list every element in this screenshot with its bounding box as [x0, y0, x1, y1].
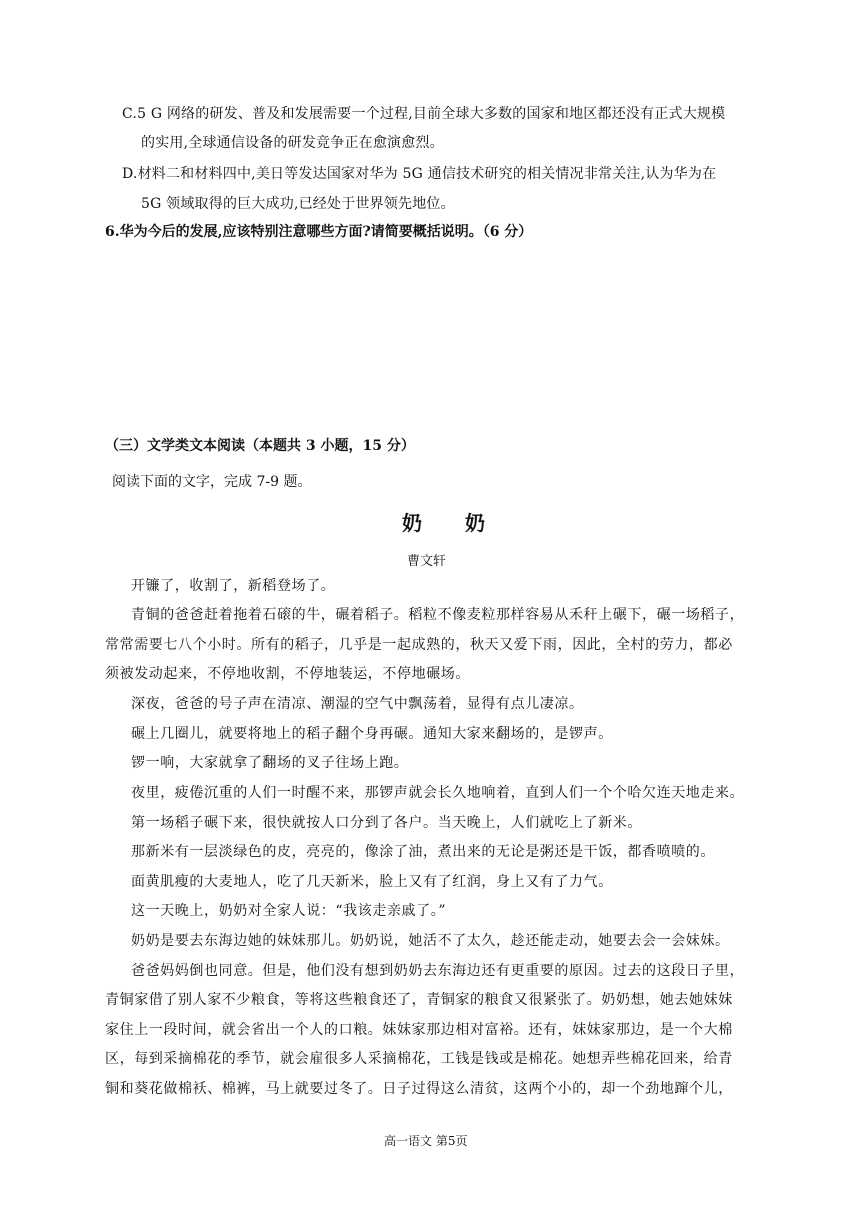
option-d-line1: D.材料二和材料四中,美日等发达国家对华为 5G 通信技术研究的相关情况非常关注,认为华为在 — [122, 166, 717, 182]
story-line: 常常需要七八个小时。所有的稻子，几乎是一起成熟的，秋天又爱下雨，因此，全村的劳力，都必 — [105, 637, 733, 653]
story-line: 第一场稻子碾下来，很快就按人口分到了各户。当天晚上，人们就吃上了新米。 — [131, 815, 642, 831]
story-line: 青铜家借了别人家不少粮食，等将这些粮食还了，青铜家的粮食又很紧张了。奶奶想，她去她妹妹 — [105, 992, 733, 1008]
story-line: 那新米有一层淡绿色的皮，亮亮的，像涂了油，煮出来的无论是粥还是干饭，都香喷喷的。 — [131, 844, 715, 860]
story-line: 青铜的爸爸赶着拖着石磙的牛，碾着稻子。稻粒不像麦粒那样容易从禾秆上碾下，碾一场稻子， — [131, 607, 745, 623]
section-3-instruction: 阅读下面的文字，完成 7-9 题。 — [112, 474, 312, 490]
option-d-line2: 5G 领域取得的巨大成功,已经处于世界领先地位。 — [141, 196, 455, 212]
story-line: 锣一响，大家就拿了翻场的叉子往场上跑。 — [131, 755, 409, 771]
story-line: 面黄肌瘦的大麦地人，吃了几天新米，脸上又有了红润，身上又有了力气。 — [131, 874, 613, 890]
page-footer: 高一语文 第5页 — [384, 1134, 468, 1148]
story-line: 碾上几圈儿，就要将地上的稻子翻个身再碾。通知大家来翻场的，是锣声。 — [131, 726, 613, 742]
story-line: 夜里，疲倦沉重的人们一时醒不来，那锣声就会长久地响着，直到人们一个个哈欠连天地走来。 — [131, 785, 745, 801]
section-3-heading: （三）文学类文本阅读（本题共 3 小题，15 分） — [105, 438, 415, 454]
option-c-line1: C.5 G 网络的研发、普及和发展需要一个过程,目前全球大多数的国家和地区都还没有正式大规模 — [122, 106, 726, 122]
story-line: 家住上一段时间，就会省出一个人的口粮。妹妹家那边相对富裕。还有，妹妹家那边，是一个大棉 — [105, 1022, 733, 1038]
story-line: 深夜，爸爸的号子声在清凉、潮湿的空气中飘荡着，显得有点儿凄凉。 — [131, 696, 584, 712]
story-author: 曹文轩 — [407, 554, 447, 569]
question-6: 6.华为今后的发展,应该特别注意哪些方面?请简要概括说明。（6 分） — [105, 224, 533, 240]
option-c-line2: 的实用,全球通信设备的研发竞争正在愈演愈烈。 — [141, 135, 444, 151]
story-line: 须被发动起来，不停地收割，不停地装运，不停地碾场。 — [105, 666, 470, 682]
story-line: 铜和葵花做棉袄、棉裤，马上就要过冬了。日子过得这么清贫，这两个小的，却一个劲地蹿个儿， — [105, 1081, 733, 1097]
story-line: 奶奶是要去东海边她的妹妹那儿。奶奶说，她活不了太久，趁还能走动，她要去会一会妹妹。 — [131, 933, 730, 949]
story-title: 奶 奶 — [402, 511, 503, 535]
story-line: 开镰了，收割了，新稻登场了。 — [131, 578, 336, 594]
story-line: 这一天晚上，奶奶对全家人说：“我该走亲戚了。” — [131, 903, 447, 919]
story-line: 爸爸妈妈倒也同意。但是，他们没有想到奶奶去东海边还有更重要的原因。过去的这段日子里， — [131, 963, 745, 979]
story-line: 区，每到采摘棉花的季节，就会雇很多人采摘棉花，工钱是钱或是棉花。她想弄些棉花回来，给青 — [105, 1051, 733, 1067]
